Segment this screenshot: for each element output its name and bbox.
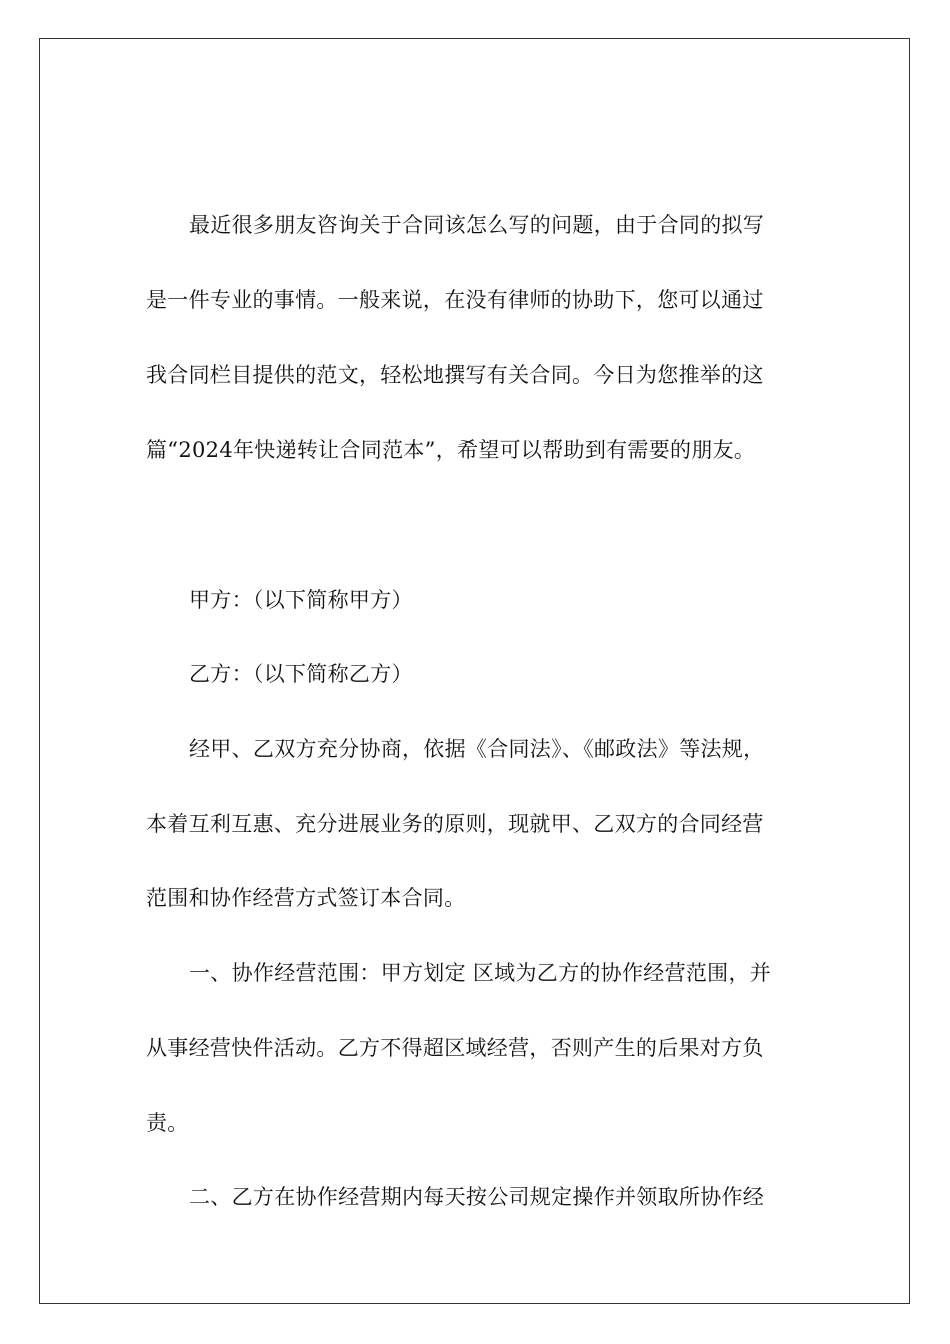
clause-2-line-1: 二、乙方在协作经营期内每天按公司规定操作并领取所协作经 (189, 1185, 765, 1209)
preamble-line-2: 本着互利互惠、充分进展业务的原则，现就甲、乙双方的合同经营 (146, 812, 764, 836)
preamble-line-3: 范围和协作经营方式签订本合同。 (146, 886, 466, 910)
intro-line-3: 我合同栏目提供的范文，轻松地撰写有关合同。今日为您推举的这 (146, 363, 764, 387)
preamble-line-1: 经甲、乙双方充分协商，依据《合同法》、《邮政法》等法规， (189, 737, 765, 761)
intro-line-1: 最近很多朋友咨询关于合同该怎么写的问题，由于合同的拟写 (189, 213, 765, 237)
clause-1-line-1: 一、协作经营范围：甲方划定 区域为乙方的协作经营范围，并 (189, 961, 772, 985)
party-a-line: 甲方：（以下简称甲方） (189, 588, 413, 612)
clause-1-line-2: 从事经营快件活动。乙方不得超区域经营，否则产生的后果对方负 (146, 1036, 764, 1060)
party-b-line: 乙方：（以下简称乙方） (189, 662, 413, 686)
intro-line-4: 篇“2024年快递转让合同范本”，希望可以帮助到有需要的朋友。 (146, 438, 756, 462)
clause-1-line-3: 责。 (146, 1111, 189, 1135)
intro-line-2: 是一件专业的事情。一般来说，在没有律师的协助下，您可以通过 (146, 288, 764, 312)
